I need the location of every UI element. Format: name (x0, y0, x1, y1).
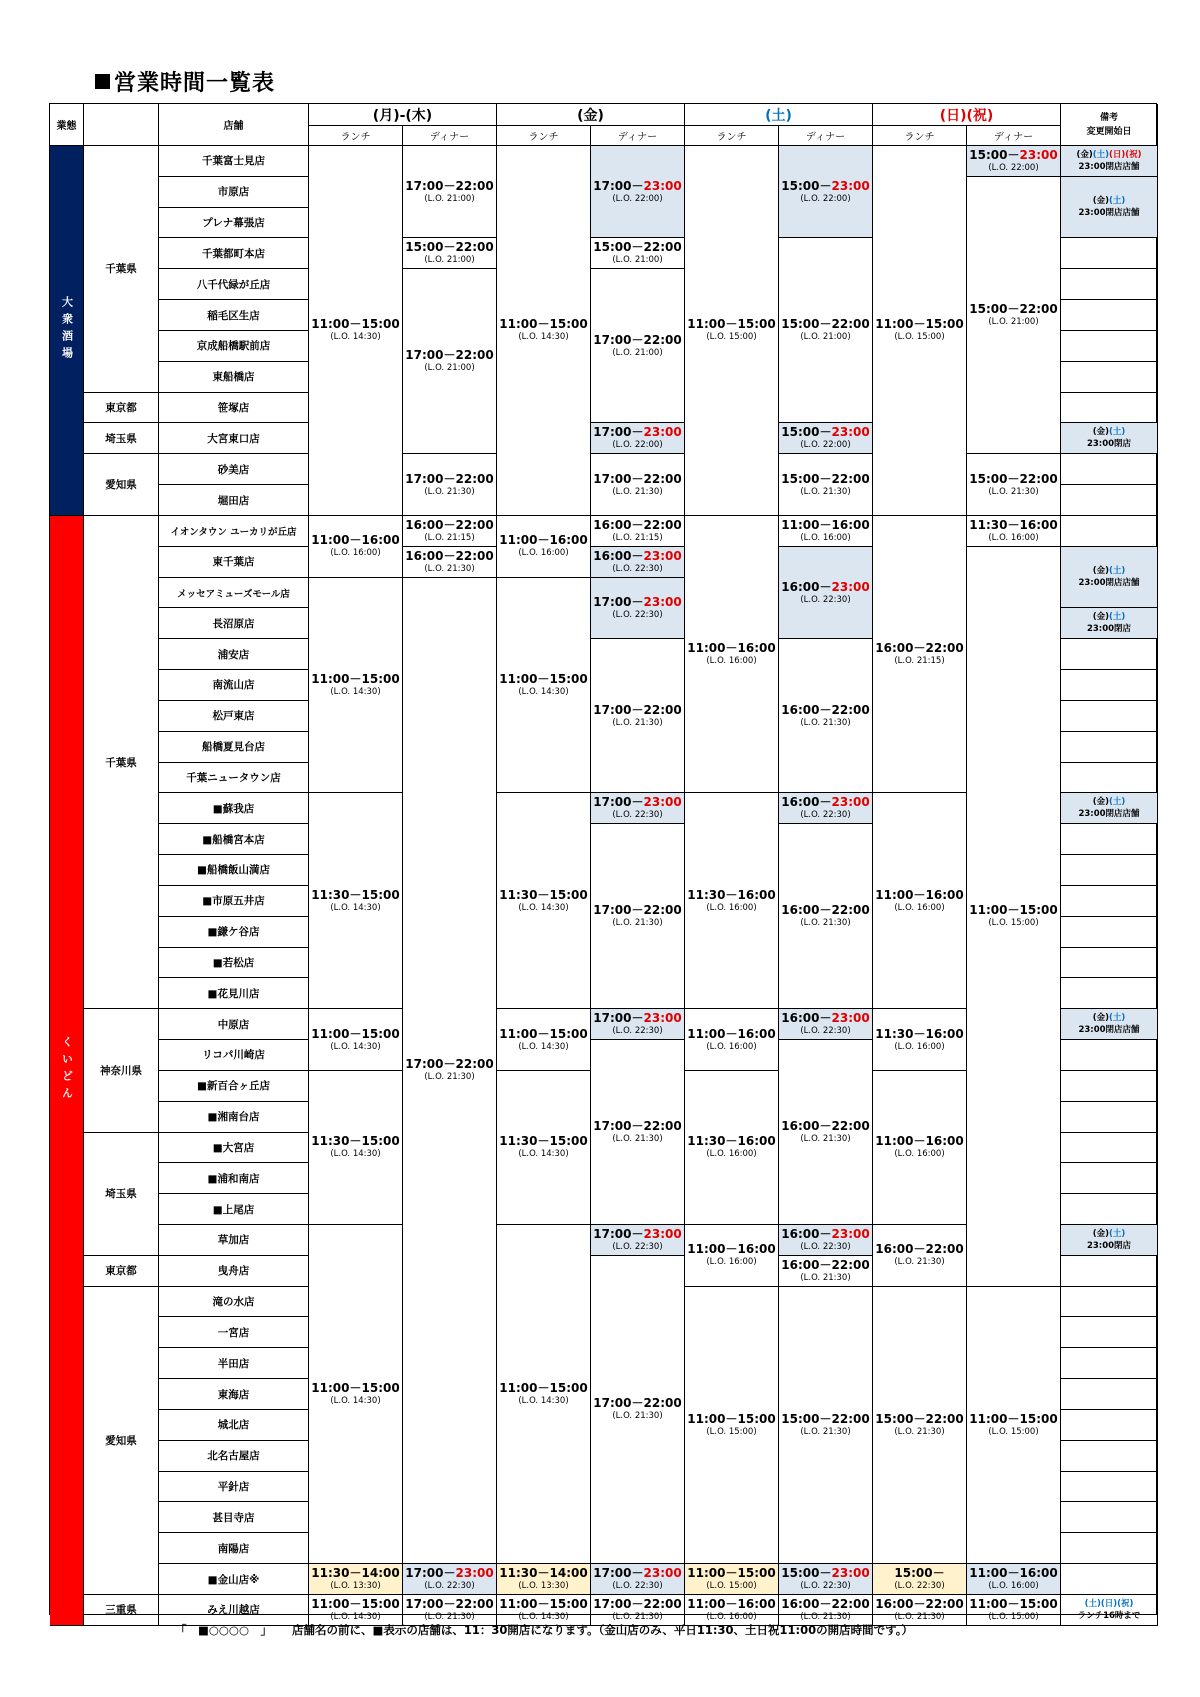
hours-cell: 11:30－16:00 (L.O. 16:00) (685, 793, 779, 1009)
store-name: 千葉富士見店 (159, 146, 309, 177)
hours-cell: 16:00－22:00 (L.O. 21:30) (873, 1595, 967, 1626)
remark-cell: (金)(土) 23:00閉店 (1061, 608, 1158, 639)
remark-cell (1061, 639, 1158, 670)
remark-cell (1061, 701, 1158, 732)
store-name: ■湘南台店 (159, 1102, 309, 1133)
hours-cell: 11:00－15:00 (L.O. 14:30) (497, 1595, 591, 1626)
store-name: 稲毛区生店 (159, 300, 309, 331)
remark-cell (1061, 824, 1158, 855)
hours-cell: 15:00－22:00 (L.O. 21:00) (779, 238, 873, 423)
store-name: 半田店 (159, 1348, 309, 1379)
hours-cell: 17:00－22:00 (L.O. 21:30) (403, 454, 497, 516)
prefecture-label: 埼玉県 (84, 1133, 159, 1256)
hours-cell: 11:00－15:00 (L.O. 15:00) (967, 547, 1061, 1287)
remark-cell (1061, 300, 1158, 331)
lunch-header: ランチ (685, 126, 779, 146)
hours-table (49, 103, 1157, 1622)
prefecture-label: 千葉県 (84, 516, 159, 1009)
hours-cell: 15:00－23:00 (L.O. 22:00) (967, 146, 1061, 177)
store-name: イオンタウン ユーカリが丘店 (159, 516, 309, 547)
store-header: 店舗 (159, 104, 309, 146)
remark-cell (1061, 948, 1158, 979)
hours-cell: 17:00－22:00 (L.O. 21:00) (403, 269, 497, 454)
hours-cell: 11:00－15:00 (L.O. 14:30) (497, 578, 591, 794)
store-name: 東海店 (159, 1379, 309, 1410)
hours-cell: 11:00－16:00 (L.O. 16:00) (967, 1564, 1061, 1595)
remark-cell (1061, 1533, 1158, 1564)
remark-cell: (金)(土) 23:00閉店店舗 (1061, 1009, 1158, 1040)
hours-cell: 17:00－23:00 (L.O. 22:30) (591, 1009, 685, 1040)
store-name: ■船橋飯山満店 (159, 855, 309, 886)
store-name: 砂美店 (159, 454, 309, 485)
store-name: ■市原五井店 (159, 886, 309, 917)
remarks-header: 備考 変更開始日 (1061, 104, 1158, 146)
store-name: ■花見川店 (159, 978, 309, 1009)
category-kuidon: くいどん (50, 516, 84, 1626)
remark-cell (1061, 1102, 1158, 1133)
remark-cell: (金)(土) 23:00閉店 (1061, 423, 1158, 454)
hours-cell: 17:00－22:00 (L.O. 21:30) (591, 1256, 685, 1564)
remark-cell (1061, 670, 1158, 701)
hours-cell: 16:00－23:00 (L.O. 22:30) (779, 1009, 873, 1040)
page-title: 営業時間一覧表 (95, 66, 275, 97)
hours-cell: 16:00－22:00 (L.O. 21:30) (779, 1040, 873, 1225)
hours-cell: 11:00－15:00 (L.O. 14:30) (309, 1225, 403, 1564)
store-name: 平針店 (159, 1472, 309, 1503)
remark-cell (1061, 1040, 1158, 1071)
mon-thu-header: (月)-(木) (309, 104, 497, 126)
store-name: 甚目寺店 (159, 1502, 309, 1533)
store-name: メッセアミューズモール店 (159, 578, 309, 609)
lunch-header: ランチ (873, 126, 967, 146)
store-name: 滝の水店 (159, 1287, 309, 1318)
dinner-header: ディナー (403, 126, 497, 146)
remark-cell (1061, 516, 1158, 547)
store-name: 北名古屋店 (159, 1441, 309, 1472)
hours-cell: 11:30－15:00 (L.O. 14:30) (497, 793, 591, 1009)
remark-cell (1061, 393, 1158, 424)
store-name: ■若松店 (159, 948, 309, 979)
store-name: 中原店 (159, 1009, 309, 1040)
store-name: 浦安店 (159, 639, 309, 670)
dinner-header: ディナー (591, 126, 685, 146)
hours-cell: 11:00－15:00 (L.O. 14:30) (497, 1009, 591, 1071)
lunch-header: ランチ (497, 126, 591, 146)
hours-cell: 16:00－23:00 (L.O. 22:30) (779, 1225, 873, 1256)
store-name: 曳舟店 (159, 1256, 309, 1287)
hours-cell: 16:00－22:00 (L.O. 21:30) (779, 1256, 873, 1287)
hours-cell: 11:00－15:00 (L.O. 15:00) (685, 146, 779, 516)
store-name: ■船橋宮本店 (159, 824, 309, 855)
store-name: 千葉ニュータウン店 (159, 763, 309, 794)
hours-cell: 11:00－15:00 (L.O. 14:30) (309, 1009, 403, 1071)
fri-header: (金) (497, 104, 685, 126)
hours-cell: 11:00－16:00 (L.O. 16:00) (779, 516, 873, 547)
remark-cell (1061, 1287, 1158, 1318)
store-name: 京成船橋駅前店 (159, 331, 309, 362)
store-name: 大宮東口店 (159, 423, 309, 454)
remark-cell (1061, 732, 1158, 763)
hours-cell: 11:30－15:00 (L.O. 14:30) (309, 1071, 403, 1225)
store-name: 松戸東店 (159, 701, 309, 732)
hours-cell: 15:00－22:00 (L.O. 21:00) (591, 238, 685, 269)
hours-cell: 11:00－15:00 (L.O. 15:00) (967, 1287, 1061, 1564)
remark-cell (1061, 238, 1158, 269)
hours-cell: 16:00－22:00 (L.O. 21:30) (779, 1595, 873, 1626)
hours-cell: 17:00－23:00 (L.O. 22:00) (591, 146, 685, 238)
store-name: 八千代緑が丘店 (159, 269, 309, 300)
remark-cell (1061, 1071, 1158, 1102)
remark-cell (1061, 1163, 1158, 1194)
prefecture-label: 東京都 (84, 1256, 159, 1287)
hours-cell: 16:00－22:00 (L.O. 21:30) (779, 639, 873, 793)
prefecture-label: 埼玉県 (84, 423, 159, 454)
hours-cell: 17:00－22:00 (L.O. 21:00) (403, 146, 497, 238)
hours-cell: 16:00－23:00 (L.O. 22:30) (779, 547, 873, 639)
store-name: 長沼原店 (159, 608, 309, 639)
remark-cell (1061, 1502, 1158, 1533)
hours-cell: 11:00－16:00 (L.O. 16:00) (685, 1009, 779, 1071)
hours-cell: 11:00－15:00 (L.O. 15:00) (873, 146, 967, 516)
hours-cell: 15:00－22:00 (L.O. 21:30) (967, 454, 1061, 516)
remark-cell: (土)(日)(祝) ランチ16時まで (1061, 1595, 1158, 1626)
hours-cell: 11:30－16:00 (L.O. 16:00) (685, 1071, 779, 1225)
remark-cell (1061, 454, 1158, 485)
remark-cell (1061, 1194, 1158, 1225)
hours-cell: 15:00－22:00 (L.O. 21:30) (779, 1287, 873, 1564)
hours-cell: 15:00－ (L.O. 22:30) (873, 1564, 967, 1595)
prefecture-label: 愛知県 (84, 454, 159, 516)
store-name: ■大宮店 (159, 1133, 309, 1164)
hours-cell: 11:30－15:00 (L.O. 14:30) (497, 1071, 591, 1225)
hours-cell: 11:00－15:00 (L.O. 15:00) (967, 1595, 1061, 1626)
hours-cell: 17:00－23:00 (L.O. 22:00) (591, 423, 685, 454)
hours-cell: 11:00－15:00 (L.O. 14:30) (309, 578, 403, 794)
hours-cell: 11:00－16:00 (L.O. 16:00) (685, 1595, 779, 1626)
remark-cell: (金)(土) 23:00閉店店舗 (1061, 547, 1158, 609)
hours-cell: 16:00－22:00 (L.O. 21:15) (591, 516, 685, 547)
store-name: みえ川越店 (159, 1595, 309, 1626)
remark-cell (1061, 1410, 1158, 1441)
dinner-header: ディナー (967, 126, 1061, 146)
dinner-header: ディナー (779, 126, 873, 146)
store-name: ■鎌ケ谷店 (159, 917, 309, 948)
hours-cell: 17:00－22:00 (L.O. 21:30) (591, 1595, 685, 1626)
remark-cell (1061, 331, 1158, 362)
hours-cell: 11:00－15:00 (L.O. 14:30) (497, 146, 591, 516)
hours-cell: 17:00－22:00 (L.O. 21:30) (403, 578, 497, 1565)
hours-cell: 17:00－23:00 (L.O. 22:30) (591, 578, 685, 640)
remark-cell: (金)(土) 23:00閉店店舗 (1061, 793, 1158, 824)
hours-cell: 15:00－23:00 (L.O. 22:00) (779, 146, 873, 238)
store-name: 市原店 (159, 177, 309, 208)
remark-cell (1061, 1317, 1158, 1348)
sun-holiday-header: (日)(祝) (873, 104, 1061, 126)
remark-cell (1061, 1441, 1158, 1472)
store-name: 南流山店 (159, 670, 309, 701)
hours-cell: 16:00－22:00 (L.O. 21:15) (403, 516, 497, 547)
prefecture-header (84, 104, 159, 146)
hours-cell: 11:00－15:00 (L.O. 14:30) (497, 1225, 591, 1564)
remark-cell: (金)(土) 23:00閉店 (1061, 1225, 1158, 1256)
hours-cell: 11:30－15:00 (L.O. 14:30) (309, 793, 403, 1009)
hours-cell: 17:00－23:00 (L.O. 22:30) (591, 1564, 685, 1595)
hours-cell: 16:00－22:00 (L.O. 21:15) (873, 516, 967, 793)
hours-cell: 11:00－15:00 (L.O. 14:30) (309, 1595, 403, 1626)
store-name: リコパ川崎店 (159, 1040, 309, 1071)
remark-cell (1061, 485, 1158, 516)
store-name: 東船橋店 (159, 362, 309, 393)
remark-cell (1061, 1379, 1158, 1410)
prefecture-label: 千葉県 (84, 146, 159, 393)
remark-cell (1061, 269, 1158, 300)
prefecture-label: 愛知県 (84, 1287, 159, 1595)
hours-cell: 11:00－16:00 (L.O. 16:00) (497, 516, 591, 578)
hours-cell: 17:00－22:00 (L.O. 21:30) (591, 639, 685, 793)
store-name: 南陽店 (159, 1533, 309, 1564)
hours-cell: 15:00－22:00 (L.O. 21:30) (779, 454, 873, 516)
store-name: 草加店 (159, 1225, 309, 1256)
remark-cell (1061, 1564, 1158, 1595)
hours-cell: 17:00－23:00 (L.O. 22:30) (591, 793, 685, 824)
hours-cell: 11:00－16:00 (L.O. 16:00) (873, 793, 967, 1009)
category-header: 業態 (50, 104, 84, 146)
hours-cell: 17:00－23:00 (L.O. 22:30) (403, 1564, 497, 1595)
store-name: ■金山店※ (159, 1564, 309, 1595)
hours-cell: 16:00－23:00 (L.O. 22:30) (591, 547, 685, 578)
hours-cell: 11:30－14:00 (L.O. 13:30) (497, 1564, 591, 1595)
store-name: ■蘇我店 (159, 793, 309, 824)
hours-cell: 11:30－16:00 (L.O. 16:00) (967, 516, 1061, 547)
remark-cell (1061, 1472, 1158, 1503)
lunch-header: ランチ (309, 126, 403, 146)
hours-cell: 15:00－22:00 (L.O. 21:30) (873, 1287, 967, 1564)
prefecture-label: 東京都 (84, 393, 159, 424)
store-name: 千葉都町本店 (159, 238, 309, 269)
hours-cell: 15:00－23:00 (L.O. 22:30) (779, 1564, 873, 1595)
prefecture-label: 神奈川県 (84, 1009, 159, 1132)
hours-cell: 11:00－16:00 (L.O. 16:00) (685, 1225, 779, 1287)
remark-cell (1061, 362, 1158, 393)
store-name: 城北店 (159, 1410, 309, 1441)
hours-cell: 11:00－15:00 (L.O. 14:30) (309, 146, 403, 516)
hours-cell: 11:00－16:00 (L.O. 16:00) (873, 1071, 967, 1225)
store-name: 東千葉店 (159, 547, 309, 578)
prefecture-label: 三重県 (84, 1595, 159, 1626)
hours-cell: 15:00－22:00 (L.O. 21:00) (403, 238, 497, 269)
hours-cell: 11:30－14:00 (L.O. 13:30) (309, 1564, 403, 1595)
hours-cell: 11:00－15:00 (L.O. 15:00) (685, 1287, 779, 1564)
hours-cell: 16:00－22:00 (L.O. 21:30) (779, 824, 873, 1009)
store-name: 一宮店 (159, 1317, 309, 1348)
hours-cell: 17:00－22:00 (L.O. 21:30) (591, 1040, 685, 1225)
sat-header: (土) (685, 104, 873, 126)
hours-cell: 16:00－22:00 (L.O. 21:30) (403, 547, 497, 578)
store-name: 船橋夏見台店 (159, 732, 309, 763)
category-taishu-sakaba: 大衆酒場 (50, 146, 84, 516)
hours-cell: 17:00－22:00 (L.O. 21:30) (403, 1595, 497, 1626)
hours-cell: 11:00－16:00 (L.O. 16:00) (309, 516, 403, 578)
store-name: 堀田店 (159, 485, 309, 516)
store-name: プレナ幕張店 (159, 208, 309, 239)
remark-cell (1061, 978, 1158, 1009)
hours-cell: 16:00－22:00 (L.O. 21:30) (873, 1225, 967, 1287)
hours-cell: 11:30－16:00 (L.O. 16:00) (873, 1009, 967, 1071)
remark-cell (1061, 855, 1158, 886)
hours-cell: 17:00－22:00 (L.O. 21:00) (591, 269, 685, 423)
hours-cell: 16:00－23:00 (L.O. 22:30) (779, 793, 873, 824)
store-name: ■浦和南店 (159, 1163, 309, 1194)
footnote: 「 ■○○○○ 」 店舗名の前に、■表示の店舗は、11：30開店になります。（金山店のみ、平日11:30、土日祝11:00の開店時間です。） (175, 1623, 913, 1637)
remark-cell (1061, 763, 1158, 794)
remark-cell: (金)(土) 23:00閉店店舗 (1061, 177, 1158, 239)
remark-cell (1061, 917, 1158, 948)
hours-cell: 17:00－23:00 (L.O. 22:30) (591, 1225, 685, 1256)
remark-cell: (金)(土)(日)(祝) 23:00閉店店舗 (1061, 146, 1158, 177)
hours-cell: 15:00－22:00 (L.O. 21:00) (967, 177, 1061, 454)
hours-cell: 17:00－22:00 (L.O. 21:30) (591, 454, 685, 516)
remark-cell (1061, 886, 1158, 917)
store-name: 笹塚店 (159, 393, 309, 424)
store-name: ■上尾店 (159, 1194, 309, 1225)
hours-cell: 17:00－22:00 (L.O. 21:30) (591, 824, 685, 1009)
store-name: ■新百合ヶ丘店 (159, 1071, 309, 1102)
remark-cell (1061, 1133, 1158, 1164)
hours-cell: 11:00－15:00 (L.O. 15:00) (685, 1564, 779, 1595)
remark-cell (1061, 1348, 1158, 1379)
hours-cell: 15:00－23:00 (L.O. 22:00) (779, 423, 873, 454)
hours-cell: 11:00－16:00 (L.O. 16:00) (685, 516, 779, 793)
remark-cell (1061, 1256, 1158, 1287)
